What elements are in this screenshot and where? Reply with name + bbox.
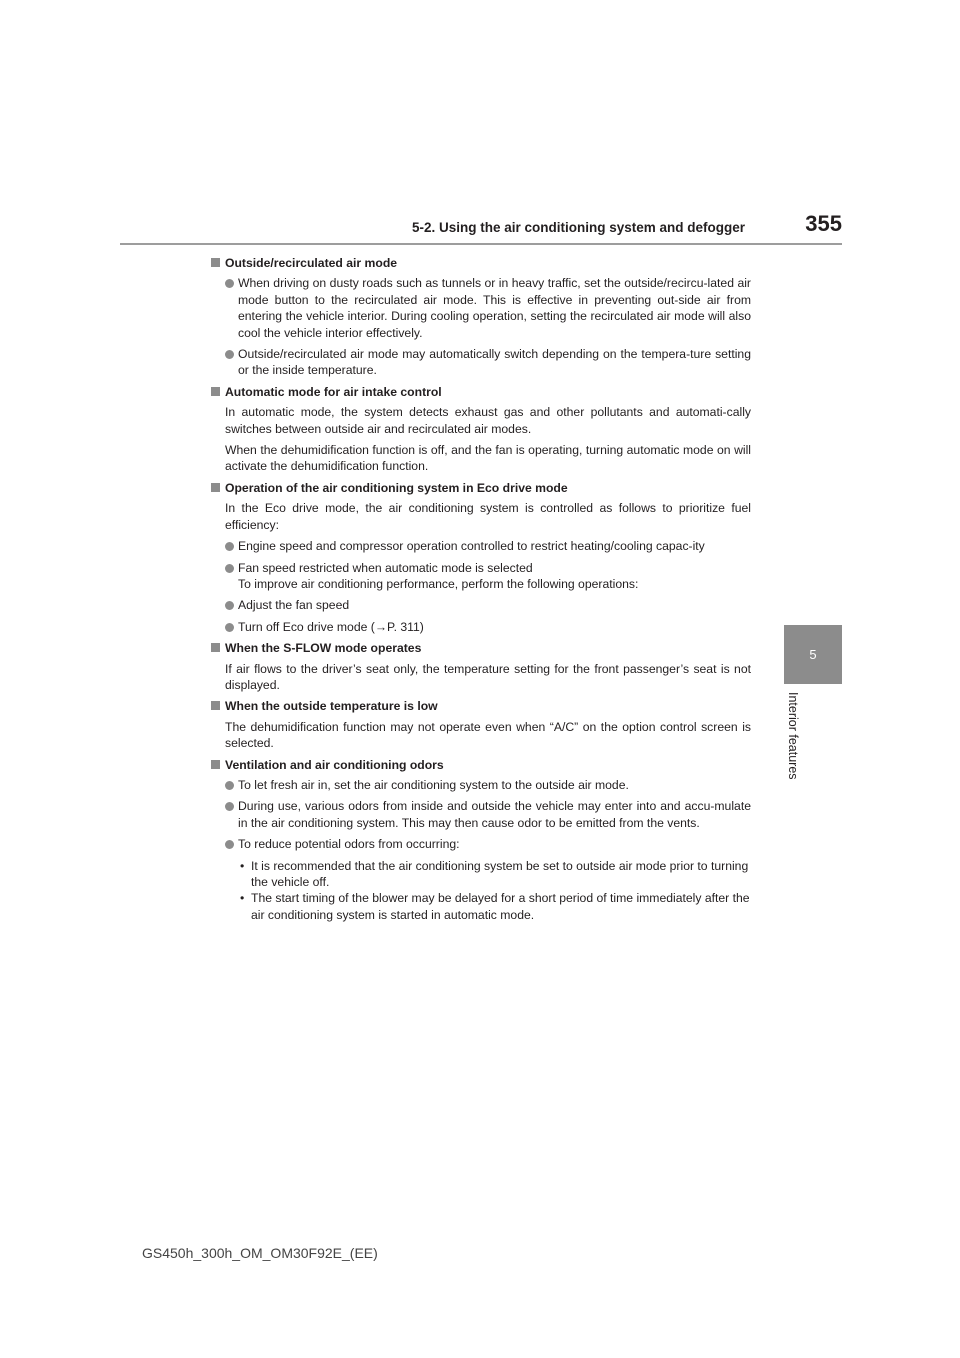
circle-bullet-icon bbox=[225, 350, 234, 359]
list-item: Adjust the fan speed bbox=[211, 597, 751, 613]
paragraph: In the Eco drive mode, the air conditioning system is controlled as follows to prioritize fuel efficiency: bbox=[225, 501, 751, 532]
circle-bullet-icon bbox=[225, 601, 234, 610]
square-bullet-icon bbox=[211, 387, 220, 396]
list-item: Turn off Eco drive mode (→P. 311) bbox=[211, 619, 751, 635]
circle-bullet-icon bbox=[225, 542, 234, 551]
square-bullet-icon bbox=[211, 258, 220, 267]
square-bullet-icon bbox=[211, 701, 220, 710]
page-header bbox=[120, 211, 842, 244]
document-code: GS450h_300h_OM_OM30F92E_(EE) bbox=[142, 1245, 378, 1261]
chapter-label: Interior features bbox=[786, 692, 800, 780]
paragraph: If air flows to the driver’s seat only, the temperature setting for the front passenger’s seat is not displayed. bbox=[225, 661, 751, 692]
section-heading: Ventilation and air conditioning odors bbox=[211, 757, 751, 773]
section-ventilation-odors bbox=[211, 757, 751, 924]
section-outside-temp-low bbox=[211, 698, 751, 751]
dot-marker-icon: • bbox=[240, 891, 245, 906]
page-number: 355 bbox=[805, 211, 842, 236]
circle-bullet-icon bbox=[225, 564, 234, 573]
list-item: To reduce potential odors from occurring: bbox=[211, 836, 751, 852]
chapter-tab: 5 bbox=[784, 625, 842, 684]
circle-bullet-icon bbox=[225, 802, 234, 811]
circle-bullet-icon bbox=[225, 279, 234, 288]
square-bullet-icon bbox=[211, 760, 220, 769]
section-heading: Automatic mode for air intake control bbox=[211, 384, 751, 400]
dot-marker-icon: • bbox=[240, 858, 245, 873]
list-item: Engine speed and compressor operation controlled to restrict heating/cooling capac-ity bbox=[211, 538, 751, 554]
circle-bullet-icon bbox=[225, 623, 234, 632]
sub-list-item: • The start timing of the blower may be delayed for a short period of time immediately after the air conditioning system is started in automatic mode. bbox=[240, 891, 750, 922]
list-item: Fan speed restricted when automatic mode is selected To improve air conditioning performance, perform the following operations: bbox=[211, 560, 751, 593]
paragraph: When the dehumidification function is off, and the fan is operating, turning automatic mode on will activate the dehumidification function. bbox=[225, 443, 751, 474]
square-bullet-icon bbox=[211, 483, 220, 492]
list-item: When driving on dusty roads such as tunnels or in heavy traffic, set the outside/recircu-lated air mode button to the recirculated air mode. This is effective in preventing out-side air from entering the vehicle interior. During cooling operation, setting the recirculated air mode will also cool the vehicle interior effectively. bbox=[211, 275, 751, 341]
square-bullet-icon bbox=[211, 643, 220, 652]
section-title: 5-2. Using the air conditioning system and defogger bbox=[411, 220, 745, 235]
header-divider bbox=[120, 243, 842, 245]
list-item: Outside/recirculated air mode may automatically switch depending on the tempera-ture setting or the inside temperature. bbox=[211, 346, 751, 379]
section-eco-drive bbox=[211, 480, 751, 635]
paragraph: The dehumidification function may not operate even when “A/C” on the option control screen is selected. bbox=[225, 719, 751, 751]
circle-bullet-icon bbox=[225, 781, 234, 790]
paragraph: In automatic mode, the system detects exhaust gas and other pollutants and automati-cally switches between outside air and recirculated air modes. bbox=[225, 405, 751, 436]
section-heading: When the S-FLOW mode operates bbox=[211, 640, 751, 656]
section-outside-recirculated bbox=[211, 255, 751, 379]
section-s-flow bbox=[211, 640, 751, 693]
page-content bbox=[211, 255, 751, 928]
section-heading: Outside/recirculated air mode bbox=[211, 255, 751, 271]
circle-bullet-icon bbox=[225, 840, 234, 849]
sub-list-item: • It is recommended that the air conditioning system be set to outside air mode prior to turning the vehicle off. bbox=[240, 858, 749, 889]
list-item: To let fresh air in, set the air conditioning system to the outside air mode. bbox=[211, 777, 751, 793]
section-heading: Operation of the air conditioning system in Eco drive mode bbox=[211, 480, 751, 496]
section-heading: When the outside temperature is low bbox=[211, 698, 751, 714]
list-item: During use, various odors from inside and outside the vehicle may enter into and accu-mulate in the air conditioning system. This may then cause odor to be emitted from the vents. bbox=[211, 798, 751, 831]
section-automatic-mode bbox=[211, 384, 751, 475]
